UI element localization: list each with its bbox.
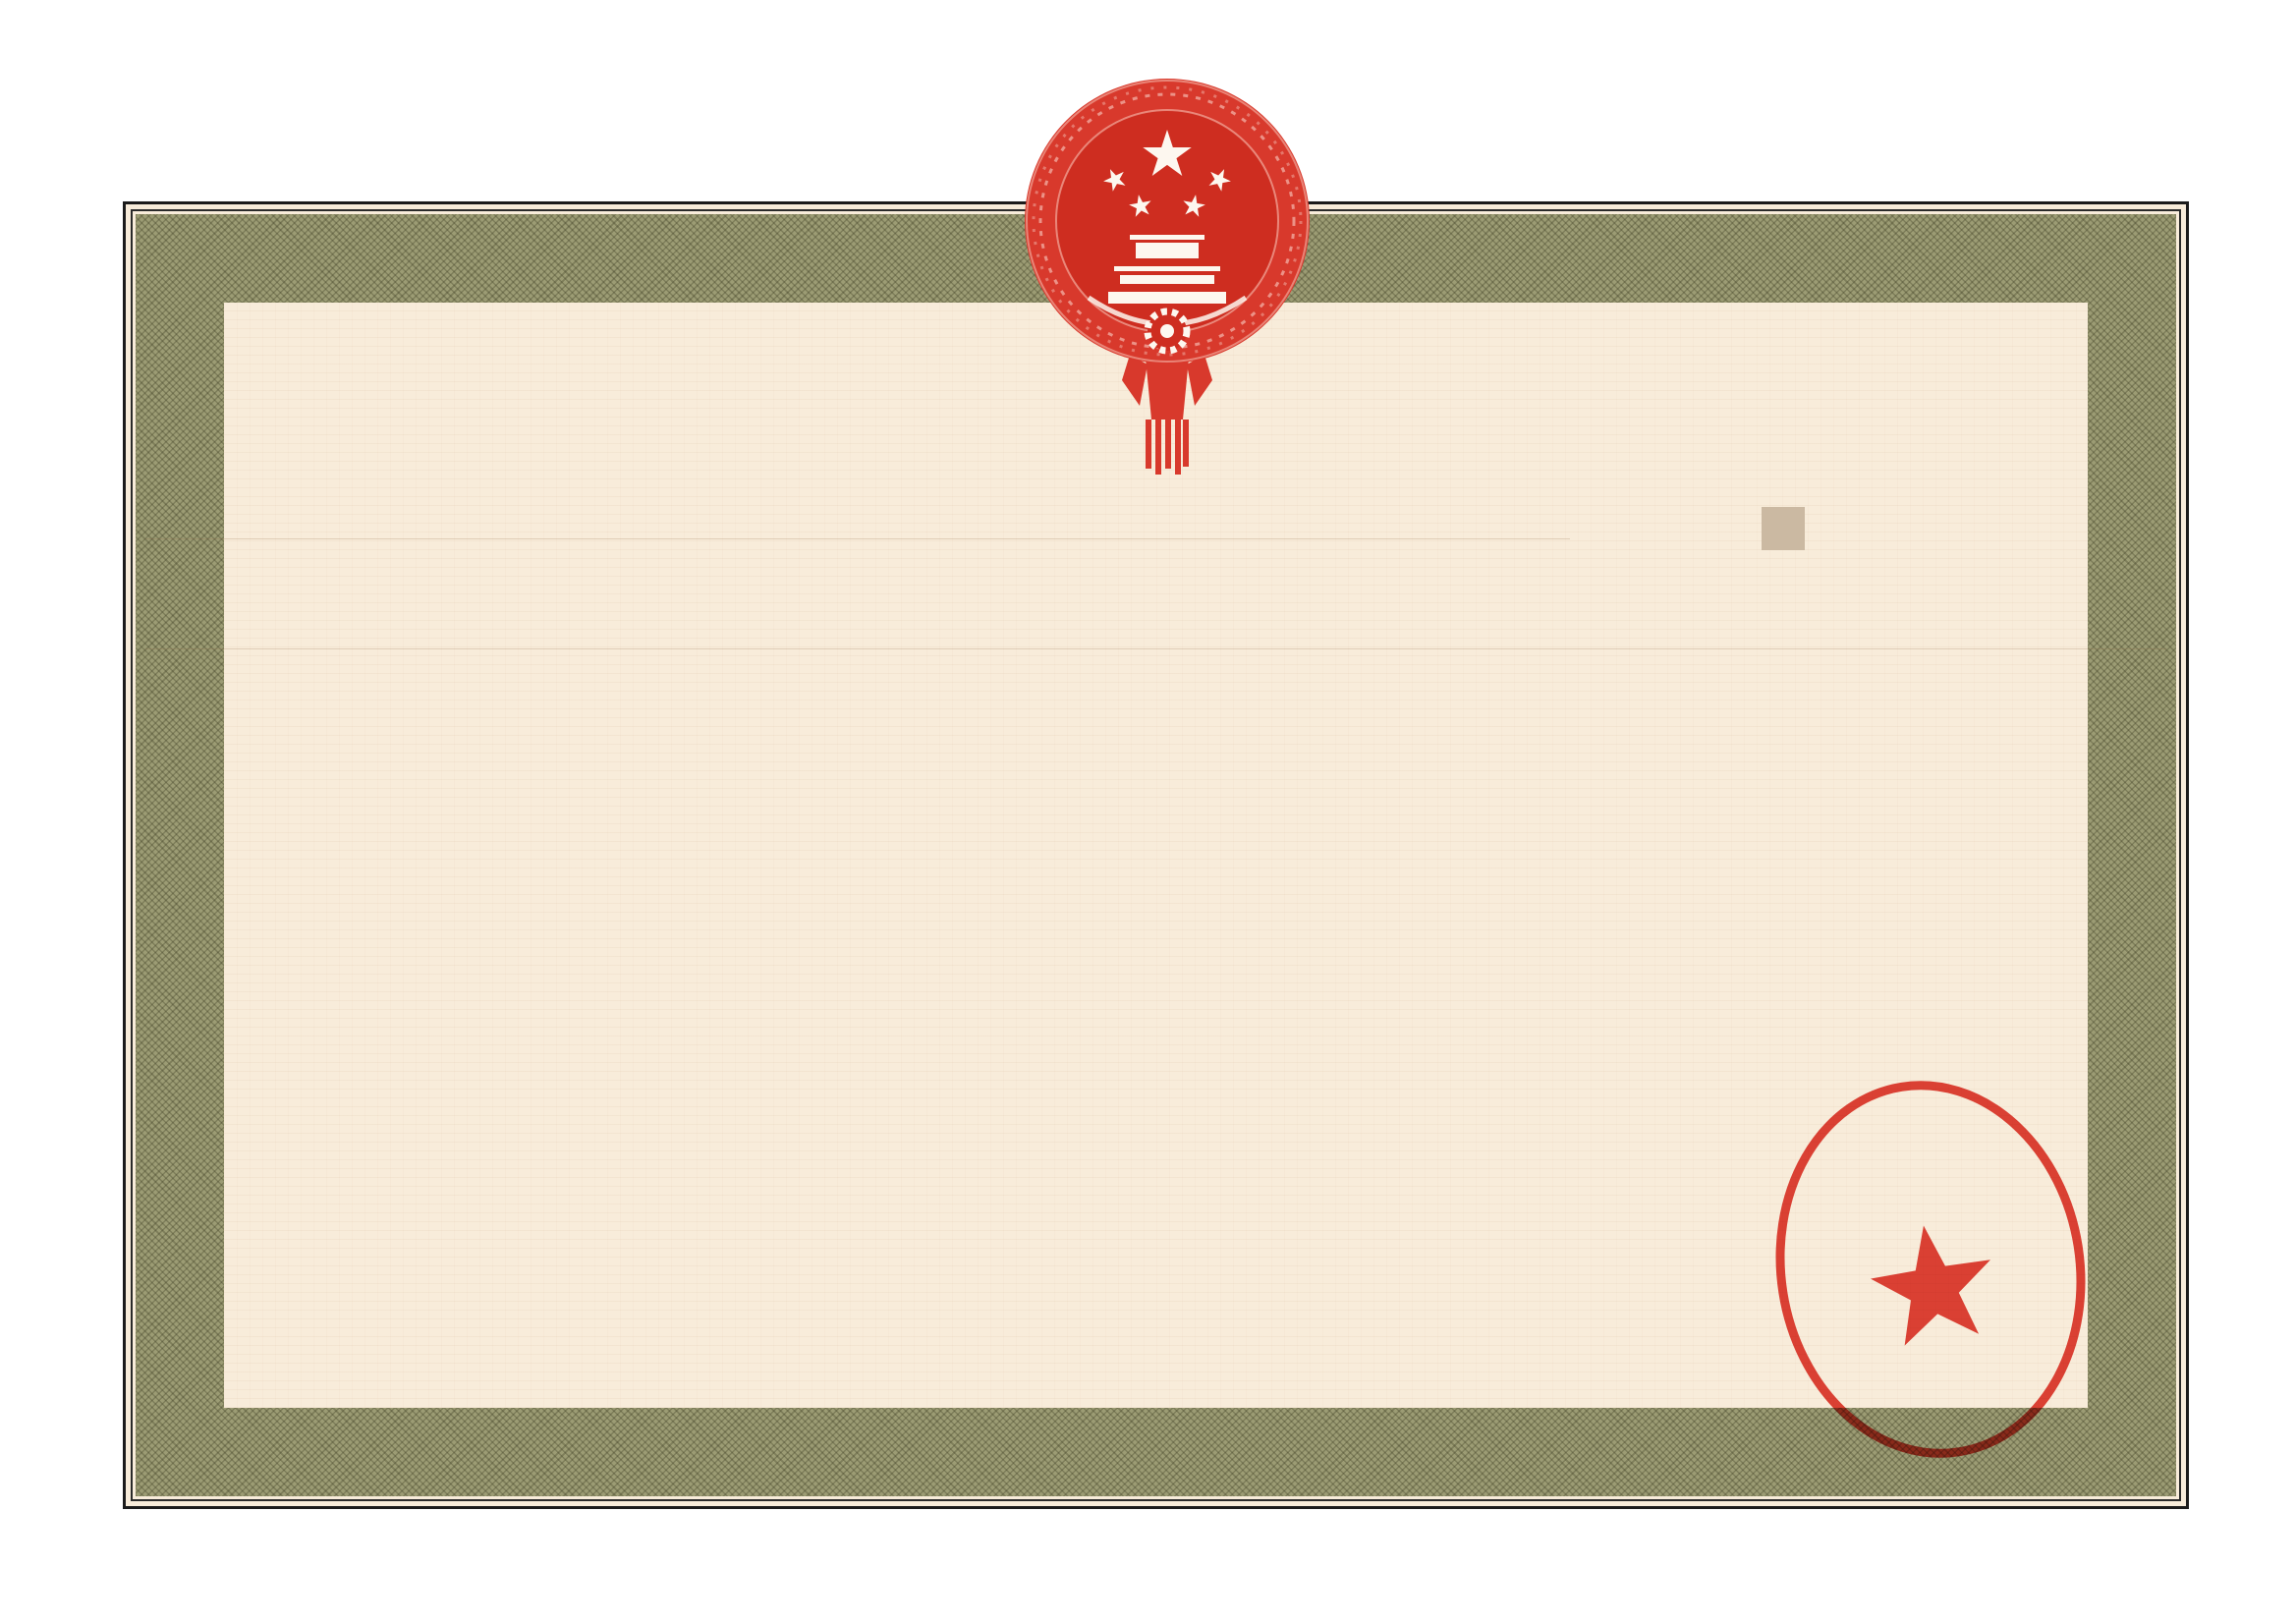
- certificate-sheet: [123, 201, 2189, 1509]
- guilloche-line: [145, 538, 1570, 539]
- license-number-row: [264, 625, 280, 662]
- seal-star-icon: [1864, 1216, 2001, 1349]
- authority-seal: [1739, 1046, 2122, 1493]
- guilloche-line: [145, 648, 2166, 649]
- national-emblem-icon: [1020, 74, 1315, 486]
- qr-center-glyph: [1762, 507, 1805, 550]
